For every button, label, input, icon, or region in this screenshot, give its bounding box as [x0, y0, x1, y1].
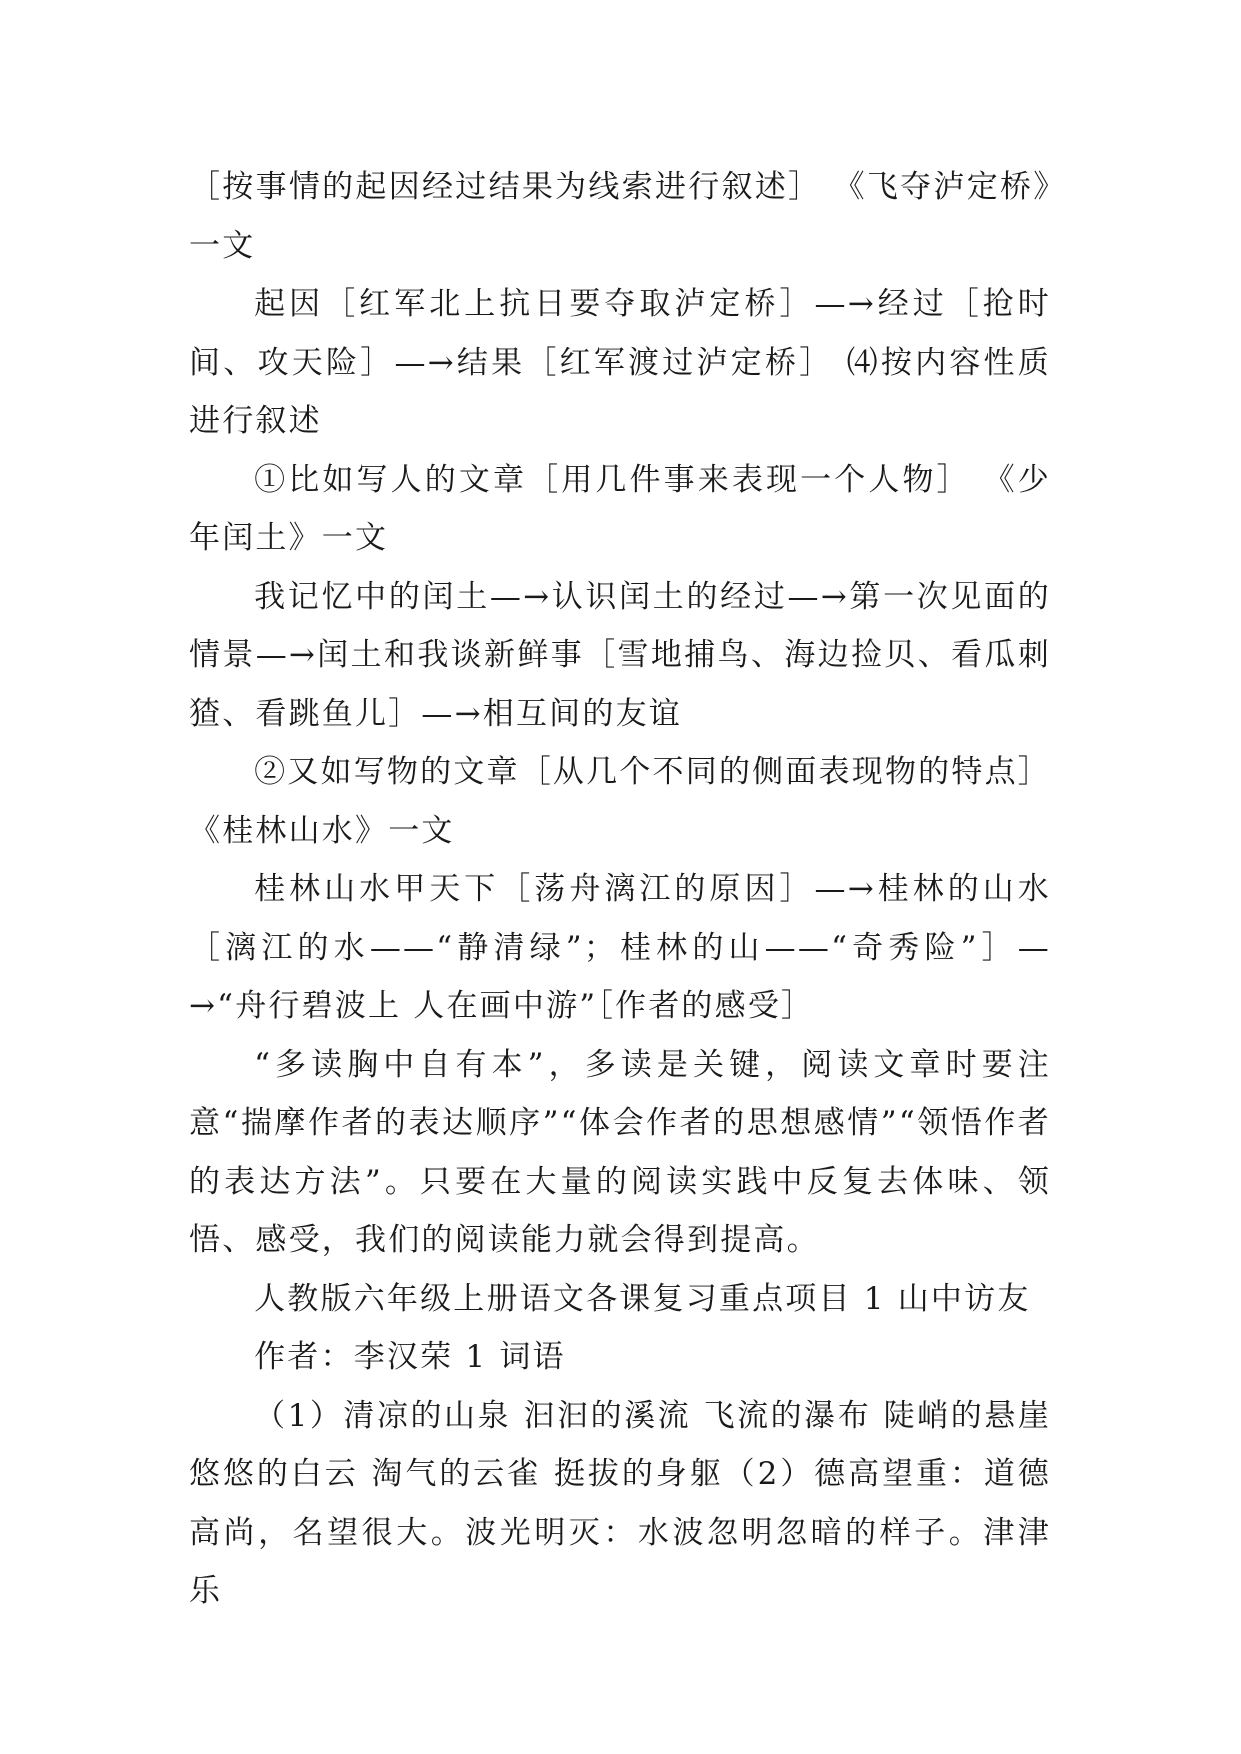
paragraph-author-line: 作者：李汉荣 1 词语	[254, 1339, 566, 1375]
paragraph-guilin-outline: 桂林山水甲天下［荡舟漓江的原因］—→桂林的山水［漓江的水——“静清绿”；桂林的山——“奇秀险”］—→“舟行碧波上 人在画中游”［作者的感受］	[189, 871, 1051, 1024]
paragraph-object-writing: ②又如写物的文章［从几个不同的侧面表现物的特点］《桂林山水》一文	[189, 754, 1051, 849]
paragraph-luding-bridge-outline: 起因［红军北上抗日要夺取泸定桥］—→经过［抢时间、攻天险］—→结果［红军渡过泸定桥］ ⑷按内容性质进行叙述	[189, 286, 1051, 439]
document-body	[189, 158, 1051, 1621]
paragraph-reading-advice: “多读胸中自有本”，多读是关键，阅读文章时要注意“揣摩作者的表达顺序”“体会作者的思想感情”“领悟作者的表达方法”。只要在大量的阅读实践中反复去体味、领悟、感受，我们的阅读能力就会得到提高。	[189, 1046, 1051, 1258]
paragraph-luding-bridge-intro: ［按事情的起因经过结果为线索进行叙述］ 《飞夺泸定桥》一文	[189, 169, 1051, 264]
paragraph-vocabulary: （1）清凉的山泉 汩汩的溪流 飞流的瀑布 陡峭的悬崖 悠悠的白云 淘气的云雀 挺拔的身躯（2）德高望重：道德高尚，名望很大。波光明灭：水波忽明忽暗的样子。津津乐	[189, 1397, 1051, 1609]
paragraph-person-writing: ①比如写人的文章［用几件事来表现一个人物］ 《少年闰土》一文	[189, 461, 1051, 556]
paragraph-runtu-outline: 我记忆中的闰土—→认识闰土的经过—→第一次见面的情景—→闰土和我谈新鲜事［雪地捕鸟、海边捡贝、看瓜刺猹、看跳鱼儿］—→相互间的友谊	[189, 578, 1051, 732]
paragraph-lesson-heading: 人教版六年级上册语文各课复习重点项目 1 山中访友	[254, 1280, 1031, 1317]
